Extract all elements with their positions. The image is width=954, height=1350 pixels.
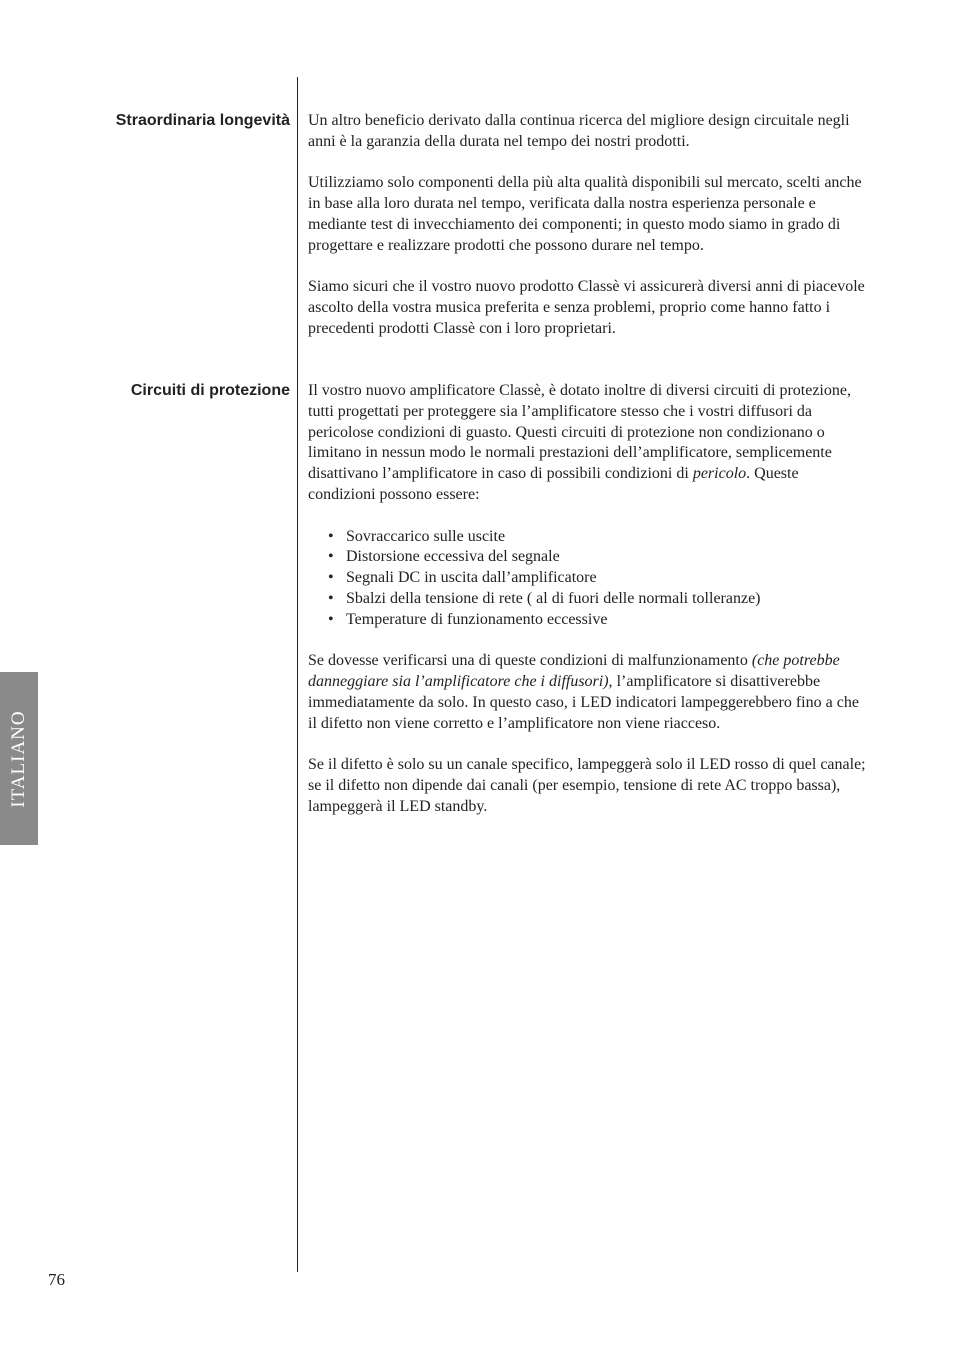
protection-intro-end: . Queste condizioni possono essere: bbox=[308, 465, 799, 503]
condition-text: Distorsione eccessiva del segnale bbox=[346, 548, 560, 566]
protection-intro-italic: pericolo bbox=[692, 465, 747, 483]
bullet-icon: • bbox=[328, 610, 334, 628]
longevity-paragraph: Siamo sicuri che il vostro nuovo prodotto Classè vi assicurerà diversi anni di piacevole ascolto della vostra musica preferita e senza problemi, proprio come hanno fatto i precedenti prodotti Classè con i loro proprietari. bbox=[308, 278, 865, 337]
malfunction-end: l’amplificatore si disattiverebbe immediatamente da solo. In questo caso, i LED indicatori lampeggerebbero fino a che il difetto non viene corretto e l’amplificatore non viene riacceso. bbox=[308, 673, 859, 732]
section-heading-protection: Circuiti di protezione bbox=[130, 382, 290, 399]
protection-malfunction-paragraph bbox=[308, 651, 868, 734]
bullet-icon: • bbox=[328, 527, 334, 545]
protection-conditions-list bbox=[308, 527, 868, 631]
list-item bbox=[328, 568, 868, 589]
condition-text: Sovraccarico sulle uscite bbox=[346, 527, 506, 545]
protection-intro-paragraph bbox=[308, 381, 868, 506]
condition-text: Segnali DC in uscita dall’amplificatore bbox=[346, 569, 597, 587]
section-body-longevity bbox=[308, 111, 868, 361]
condition-text: Sbalzi della tensione di rete ( al di fuori delle normali tolleranze) bbox=[346, 589, 761, 607]
protection-intro-text: Il vostro nuovo amplificatore Classè, è dotato inoltre di diversi circuiti di protezione, tutti progettati per proteggere sia l’amplificatore stesso che i vostri diffusori da pericolose condizioni di guasto. Questi circuiti di protezione non condizionano o limitano in nessun modo le normali prestazioni dell’amplificatore, semplicemente disattivano l’amplificatore in caso di possibili condizioni di bbox=[308, 382, 851, 483]
protection-channel-paragraph: Se il difetto è solo su un canale specifico, lampeggerà solo il LED rosso di quel canale; se il difetto non dipende dai canali (per esempio, tensione di rete AC troppo bassa), lampeggerà il LED standby. bbox=[308, 756, 866, 815]
condition-text: Temperature di funzionamento eccessive bbox=[346, 610, 608, 628]
bullet-icon: • bbox=[328, 569, 334, 587]
longevity-paragraph: Un altro beneficio derivato dalla continua ricerca del migliore design circuitale negli anni è la garanzia della durata nel tempo dei nostri prodotti. bbox=[308, 112, 850, 150]
page-number: 76 bbox=[48, 1270, 65, 1289]
list-item bbox=[328, 610, 868, 631]
bullet-icon: • bbox=[328, 589, 334, 607]
list-item bbox=[328, 547, 868, 568]
longevity-paragraph: Utilizziamo solo componenti della più alta qualità disponibili sul mercato, scelti anche in base alla loro durata nel tempo, verificata dalla nostra esperienza personale e mediante test di invecchiamento dei componenti; in questo modo siamo in grado di progettare e realizzare prodotti che possono durare nel tempo. bbox=[308, 174, 862, 254]
list-item bbox=[328, 589, 868, 610]
list-item bbox=[328, 527, 868, 548]
section-body-protection bbox=[308, 381, 868, 839]
bullet-icon: • bbox=[328, 548, 334, 566]
malfunction-text: Se dovesse verificarsi una di queste condizioni di malfunzionamento bbox=[308, 652, 752, 670]
section-heading-longevity: Straordinaria longevità bbox=[115, 112, 290, 129]
column-divider bbox=[297, 77, 298, 1272]
malfunction-italic: (che potrebbe danneggiare sia l’amplificatore che i diffusori), bbox=[308, 652, 840, 691]
language-tab-label: ITALIANO bbox=[8, 709, 29, 808]
language-tab bbox=[0, 672, 38, 845]
